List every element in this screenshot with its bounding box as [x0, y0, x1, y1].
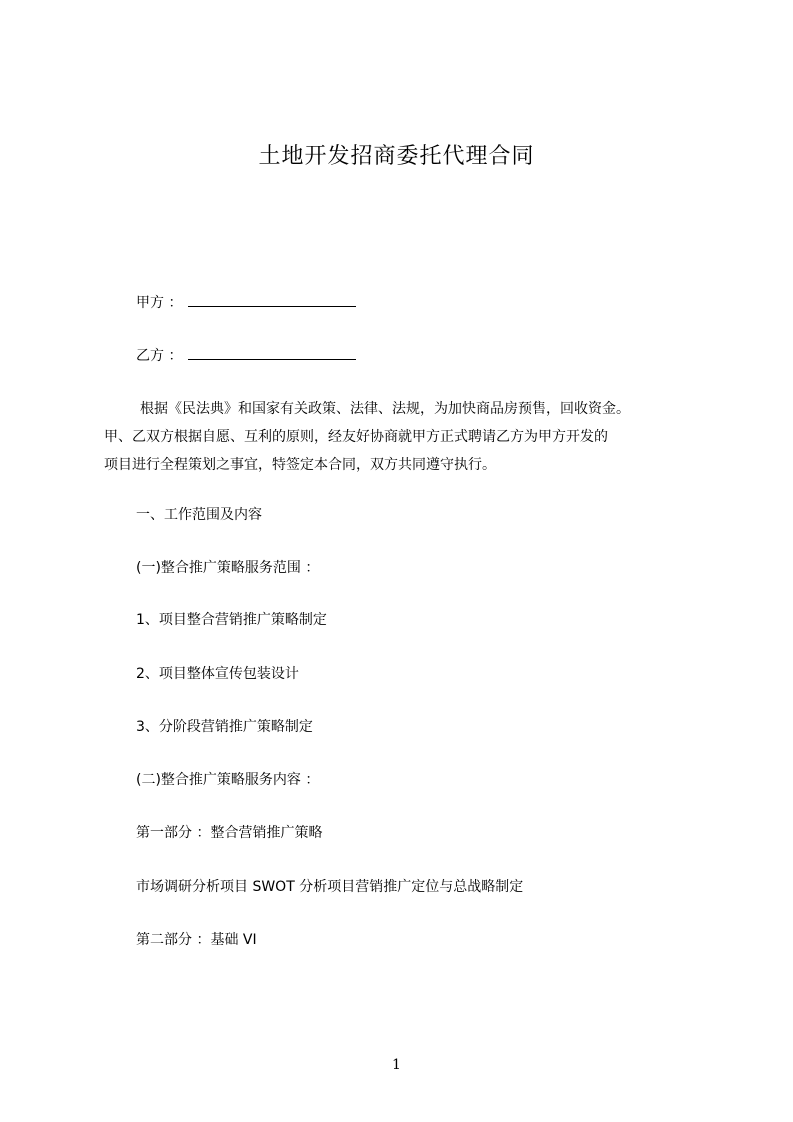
party-b-blank-line — [188, 345, 356, 360]
party-a-blank-line — [188, 292, 356, 307]
party-b-label: 乙方 ： — [136, 348, 183, 364]
party-a-label: 甲方 ： — [136, 295, 183, 311]
part-2-heading: 第二部分 ：基础 VI — [136, 932, 257, 948]
intro-line-3: 项目进行全程策划之事宜，特签定本合同，双方共同遵守执行。 — [104, 457, 496, 473]
intro-line-1: 根据《民法典》和国家有关政策、法律、法规，为加快商品房预售，回收资金。 — [140, 401, 630, 417]
scope-item-1: 1、项目整合营销推广策略制定 — [136, 612, 327, 628]
part-1-heading: 第一部分 ：整合营销推广策略 — [136, 825, 323, 841]
party-a-field — [136, 292, 356, 313]
intro-line-2: 甲、乙双方根据自愿、互利的原则，经友好协商就甲方正式聘请乙方为甲方开发的 — [104, 429, 608, 445]
page-title: 土地开发招商委托代理合同 — [258, 144, 535, 169]
intro-paragraph — [104, 395, 700, 479]
part-1-content: 市场调研分析项目 SWOT 分析项目营销推广定位与总战略制定 — [136, 879, 524, 895]
scope-item-2: 2、项目整体宣传包装设计 — [136, 666, 299, 682]
section-1-heading: 一、工作范围及内容 — [136, 507, 262, 523]
party-b-field — [136, 345, 356, 366]
subsection-2-heading: (二)整合推广策略服务内容 ： — [136, 772, 320, 788]
subsection-1-heading: (一)整合推广策略服务范围 ： — [136, 560, 320, 576]
scope-item-3: 3、分阶段营销推广策略制定 — [136, 719, 313, 735]
page-number: 1 — [392, 1057, 401, 1073]
